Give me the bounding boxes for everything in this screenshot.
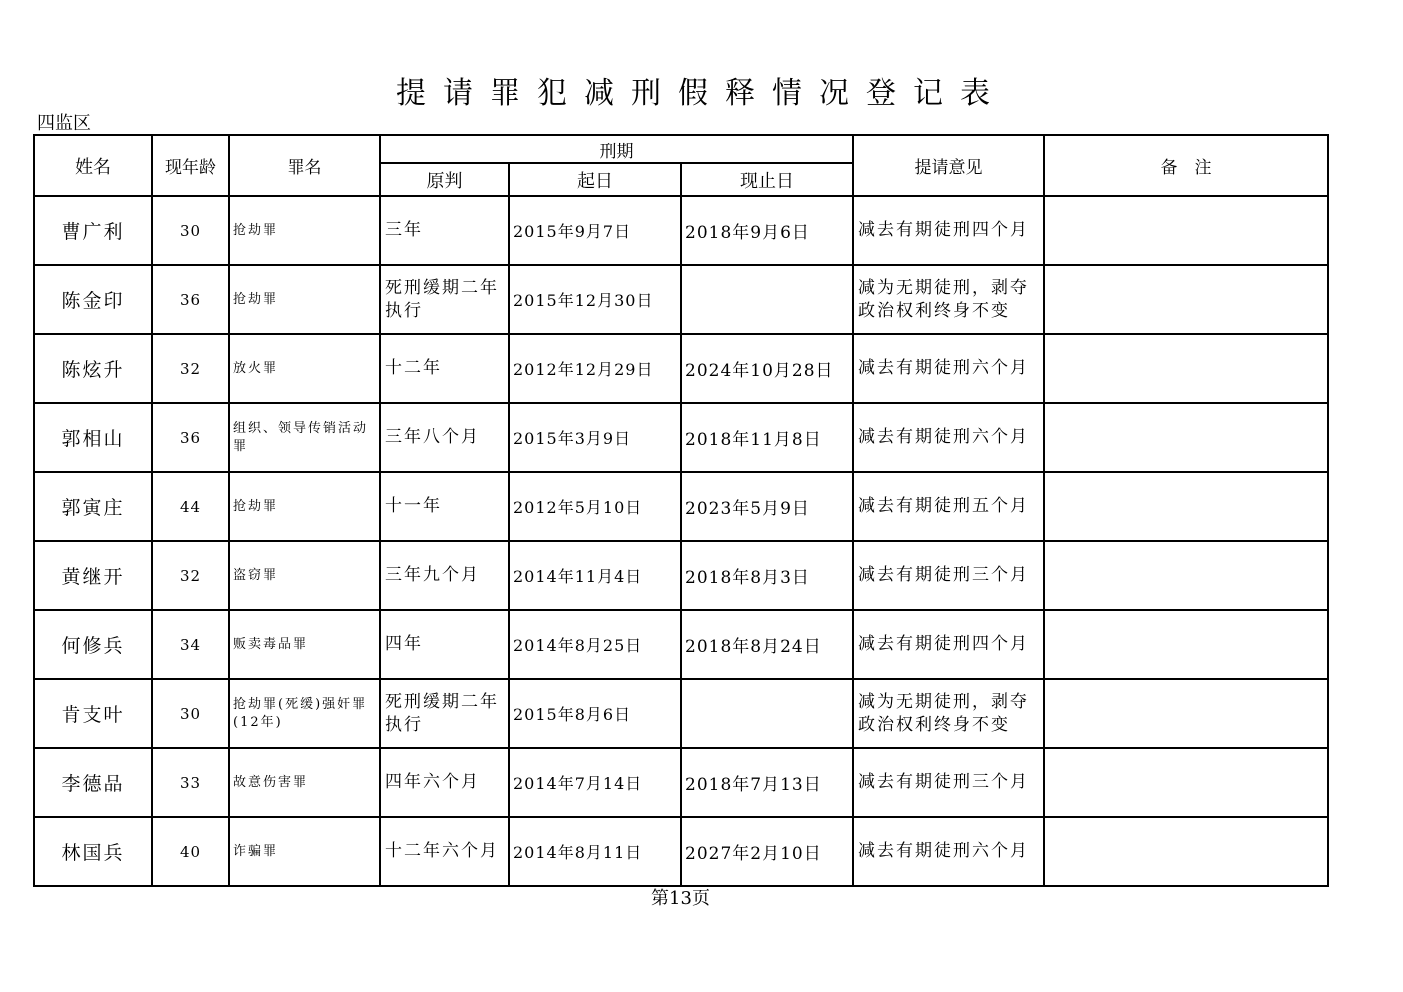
cell-opinion: 减去有期徒刑五个月 <box>853 472 1044 541</box>
cell-remark <box>1044 679 1328 748</box>
cell-original-sentence: 三年九个月 <box>380 541 509 610</box>
cell-age: 34 <box>152 610 229 679</box>
cell-remark <box>1044 265 1328 334</box>
cell-crime: 诈骗罪 <box>229 817 380 886</box>
cell-crime: 抢劫罪 <box>229 472 380 541</box>
cell-remark <box>1044 817 1328 886</box>
cell-start-date: 2012年5月10日 <box>509 472 681 541</box>
header-row-top <box>34 135 1328 163</box>
cell-start-date: 2015年12月30日 <box>509 265 681 334</box>
cell-original-sentence: 四年六个月 <box>380 748 509 817</box>
cell-end-date: 2027年2月10日 <box>681 817 853 886</box>
cell-remark <box>1044 472 1328 541</box>
cell-name: 林国兵 <box>34 817 152 886</box>
cell-end-date <box>681 679 853 748</box>
table-row <box>34 334 1328 403</box>
header-term-group: 刑期 <box>380 135 853 163</box>
header-opinion: 提请意见 <box>853 135 1044 196</box>
cell-start-date: 2015年9月7日 <box>509 196 681 265</box>
cell-crime: 贩卖毒品罪 <box>229 610 380 679</box>
header-end: 现止日 <box>681 163 853 196</box>
cell-opinion: 减去有期徒刑三个月 <box>853 541 1044 610</box>
cell-original-sentence: 三年八个月 <box>380 403 509 472</box>
cell-remark <box>1044 334 1328 403</box>
cell-start-date: 2012年12月29日 <box>509 334 681 403</box>
cell-opinion: 减去有期徒刑六个月 <box>853 817 1044 886</box>
cell-age: 32 <box>152 334 229 403</box>
cell-start-date: 2014年8月25日 <box>509 610 681 679</box>
cell-crime: 组织、领导传销活动罪 <box>229 403 380 472</box>
page-number: 第13页 <box>651 888 710 909</box>
header-start: 起日 <box>509 163 681 196</box>
header-original: 原判 <box>380 163 509 196</box>
cell-start-date: 2014年7月14日 <box>509 748 681 817</box>
cell-original-sentence: 死刑缓期二年执行 <box>380 679 509 748</box>
cell-opinion: 减去有期徒刑四个月 <box>853 196 1044 265</box>
cell-age: 36 <box>152 403 229 472</box>
prison-region-label: 四监区 <box>37 113 91 134</box>
table-row <box>34 610 1328 679</box>
table-row <box>34 541 1328 610</box>
cell-name: 李德品 <box>34 748 152 817</box>
table-row <box>34 196 1328 265</box>
cell-crime: 抢劫罪(死缓)强奸罪(12年) <box>229 679 380 748</box>
cell-crime: 抢劫罪 <box>229 265 380 334</box>
table-row <box>34 748 1328 817</box>
header-age: 现年龄 <box>152 135 229 196</box>
header-name: 姓名 <box>34 135 152 196</box>
table-row <box>34 472 1328 541</box>
cell-end-date: 2018年8月3日 <box>681 541 853 610</box>
cell-original-sentence: 三年 <box>380 196 509 265</box>
table-row <box>34 403 1328 472</box>
cell-name: 何修兵 <box>34 610 152 679</box>
cell-end-date: 2018年7月13日 <box>681 748 853 817</box>
cell-crime: 抢劫罪 <box>229 196 380 265</box>
cell-name: 陈金印 <box>34 265 152 334</box>
cell-end-date: 2018年9月6日 <box>681 196 853 265</box>
cell-start-date: 2015年8月6日 <box>509 679 681 748</box>
cell-remark <box>1044 610 1328 679</box>
cell-opinion: 减去有期徒刑四个月 <box>853 610 1044 679</box>
cell-name: 郭相山 <box>34 403 152 472</box>
cell-opinion: 减去有期徒刑六个月 <box>853 403 1044 472</box>
cell-name: 肯支叶 <box>34 679 152 748</box>
cell-start-date: 2015年3月9日 <box>509 403 681 472</box>
cell-remark <box>1044 748 1328 817</box>
cell-age: 33 <box>152 748 229 817</box>
cell-name: 陈炫升 <box>34 334 152 403</box>
cell-name: 黄继开 <box>34 541 152 610</box>
cell-age: 32 <box>152 541 229 610</box>
table-row <box>34 265 1328 334</box>
table-row <box>34 817 1328 886</box>
cell-remark <box>1044 403 1328 472</box>
cell-original-sentence: 十二年 <box>380 334 509 403</box>
header-crime: 罪名 <box>229 135 380 196</box>
cell-remark <box>1044 196 1328 265</box>
cell-crime: 放火罪 <box>229 334 380 403</box>
cell-end-date: 2018年8月24日 <box>681 610 853 679</box>
cell-name: 郭寅庄 <box>34 472 152 541</box>
cell-opinion: 减为无期徒刑，剥夺政治权利终身不变 <box>853 265 1044 334</box>
cell-original-sentence: 死刑缓期二年执行 <box>380 265 509 334</box>
cell-original-sentence: 十一年 <box>380 472 509 541</box>
cell-name: 曹广利 <box>34 196 152 265</box>
cell-end-date: 2024年10月28日 <box>681 334 853 403</box>
cell-start-date: 2014年11月4日 <box>509 541 681 610</box>
cell-end-date <box>681 265 853 334</box>
cell-opinion: 减为无期徒刑，剥夺政治权利终身不变 <box>853 679 1044 748</box>
cell-age: 30 <box>152 679 229 748</box>
cell-end-date: 2018年11月8日 <box>681 403 853 472</box>
cell-remark <box>1044 541 1328 610</box>
cell-original-sentence: 四年 <box>380 610 509 679</box>
cell-age: 40 <box>152 817 229 886</box>
cell-original-sentence: 十二年六个月 <box>380 817 509 886</box>
page-title: 提请罪犯减刑假释情况登记表 <box>396 76 1007 111</box>
table-row <box>34 679 1328 748</box>
cell-crime: 盗窃罪 <box>229 541 380 610</box>
header-remark: 备 注 <box>1044 135 1328 196</box>
cell-age: 44 <box>152 472 229 541</box>
cell-crime: 故意伤害罪 <box>229 748 380 817</box>
cell-start-date: 2014年8月11日 <box>509 817 681 886</box>
registration-table <box>33 134 1329 887</box>
cell-age: 36 <box>152 265 229 334</box>
cell-opinion: 减去有期徒刑三个月 <box>853 748 1044 817</box>
cell-end-date: 2023年5月9日 <box>681 472 853 541</box>
cell-opinion: 减去有期徒刑六个月 <box>853 334 1044 403</box>
cell-age: 30 <box>152 196 229 265</box>
